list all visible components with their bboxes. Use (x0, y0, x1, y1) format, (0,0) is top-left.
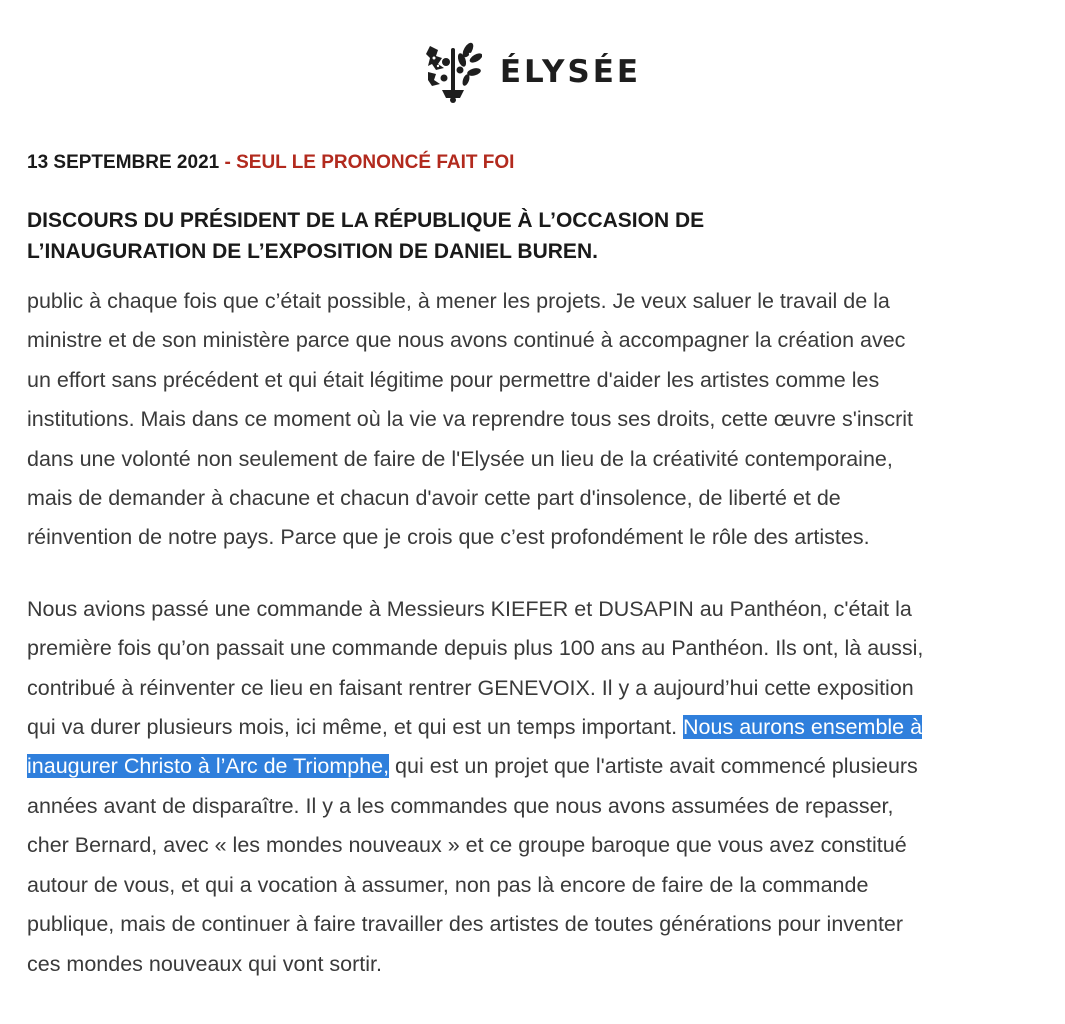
title-line: L’INAUGURATION DE L’EXPOSITION DE DANIEL BUREN. (27, 240, 598, 263)
article-date: 13 SEPTEMBRE 2021 (27, 152, 220, 173)
text-line (27, 708, 1057, 747)
text-segment: qui est un projet que l'artiste avait commencé plusieurs (389, 754, 918, 779)
text-line: institutions. Mais dans ce moment où la vie va reprendre tous ses droits, cette œuvre s'inscrit (27, 407, 913, 432)
text-line: cher Bernard, avec « les mondes nouveaux » et ce groupe baroque que vous avez constitué (27, 833, 907, 858)
text-segment: qui va durer plusieurs mois, ici même, et qui est un temps important. (27, 715, 684, 740)
text-line: Nous avions passé une commande à Messieurs KIEFER et DUSAPIN au Panthéon, c'était la (27, 596, 912, 621)
text-line: un effort sans précédent et qui était légitime pour permettre d'aider les artistes comme les (27, 367, 880, 392)
text-line: première fois qu’on passait une commande depuis plus 100 ans au Panthéon. Ils ont, là aussi, (27, 636, 924, 661)
text-line: ministre et de son ministère parce que nous avons continué à accompagner la création avec (27, 328, 906, 353)
title-line: DISCOURS DU PRÉSIDENT DE LA RÉPUBLIQUE À L’OCCASION DE (27, 209, 705, 232)
text-line: réinvention de notre pays. Parce que je crois que c’est profondément le rôle des artistes. (27, 525, 870, 550)
elysee-logo[interactable] (424, 40, 641, 104)
text-line: public à chaque fois que c’était possible, à mener les projets. Je veux saluer le travail de la (27, 289, 890, 313)
article-title (27, 205, 1027, 267)
text-line: contribué à réinventer ce lieu en faisant rentrer GENEVOIX. Il y a aujourd’hui cette exposition (27, 675, 914, 700)
paragraph-2 (27, 590, 1057, 984)
text-line: mais de demander à chacune et chacun d'avoir cette part d'insolence, de liberté et de (27, 486, 841, 511)
elysee-emblem-icon (424, 40, 482, 104)
text-line: ces mondes nouveaux qui vont sortir. (27, 951, 382, 976)
text-line (27, 747, 1057, 786)
article-meta (27, 152, 514, 174)
selected-text[interactable]: inaugurer Christo à l’Arc de Triomphe, (27, 754, 390, 779)
paragraph-1 (27, 282, 1057, 558)
text-line: publique, mais de continuer à faire travailler des artistes de toutes générations pour inventer (27, 912, 904, 937)
spoken-word-notice: SEUL LE PRONONCÉ FAIT FOI (236, 152, 515, 173)
text-line: dans une volonté non seulement de faire de l'Elysée un lieu de la créativité contemporaine, (27, 446, 893, 471)
selected-text[interactable]: Nous aurons ensemble à (683, 715, 923, 740)
text-line: années avant de disparaître. Il y a les commandes que nous avons assumées de repasser, (27, 793, 894, 818)
text-line: autour de vous, et qui a vocation à assumer, non pas là encore de faire de la commande (27, 872, 869, 897)
site-header (0, 32, 1065, 112)
logo-wordmark: ÉLYSÉE (499, 54, 642, 90)
meta-separator: - (219, 152, 237, 173)
article-body[interactable] (27, 281, 1057, 1001)
